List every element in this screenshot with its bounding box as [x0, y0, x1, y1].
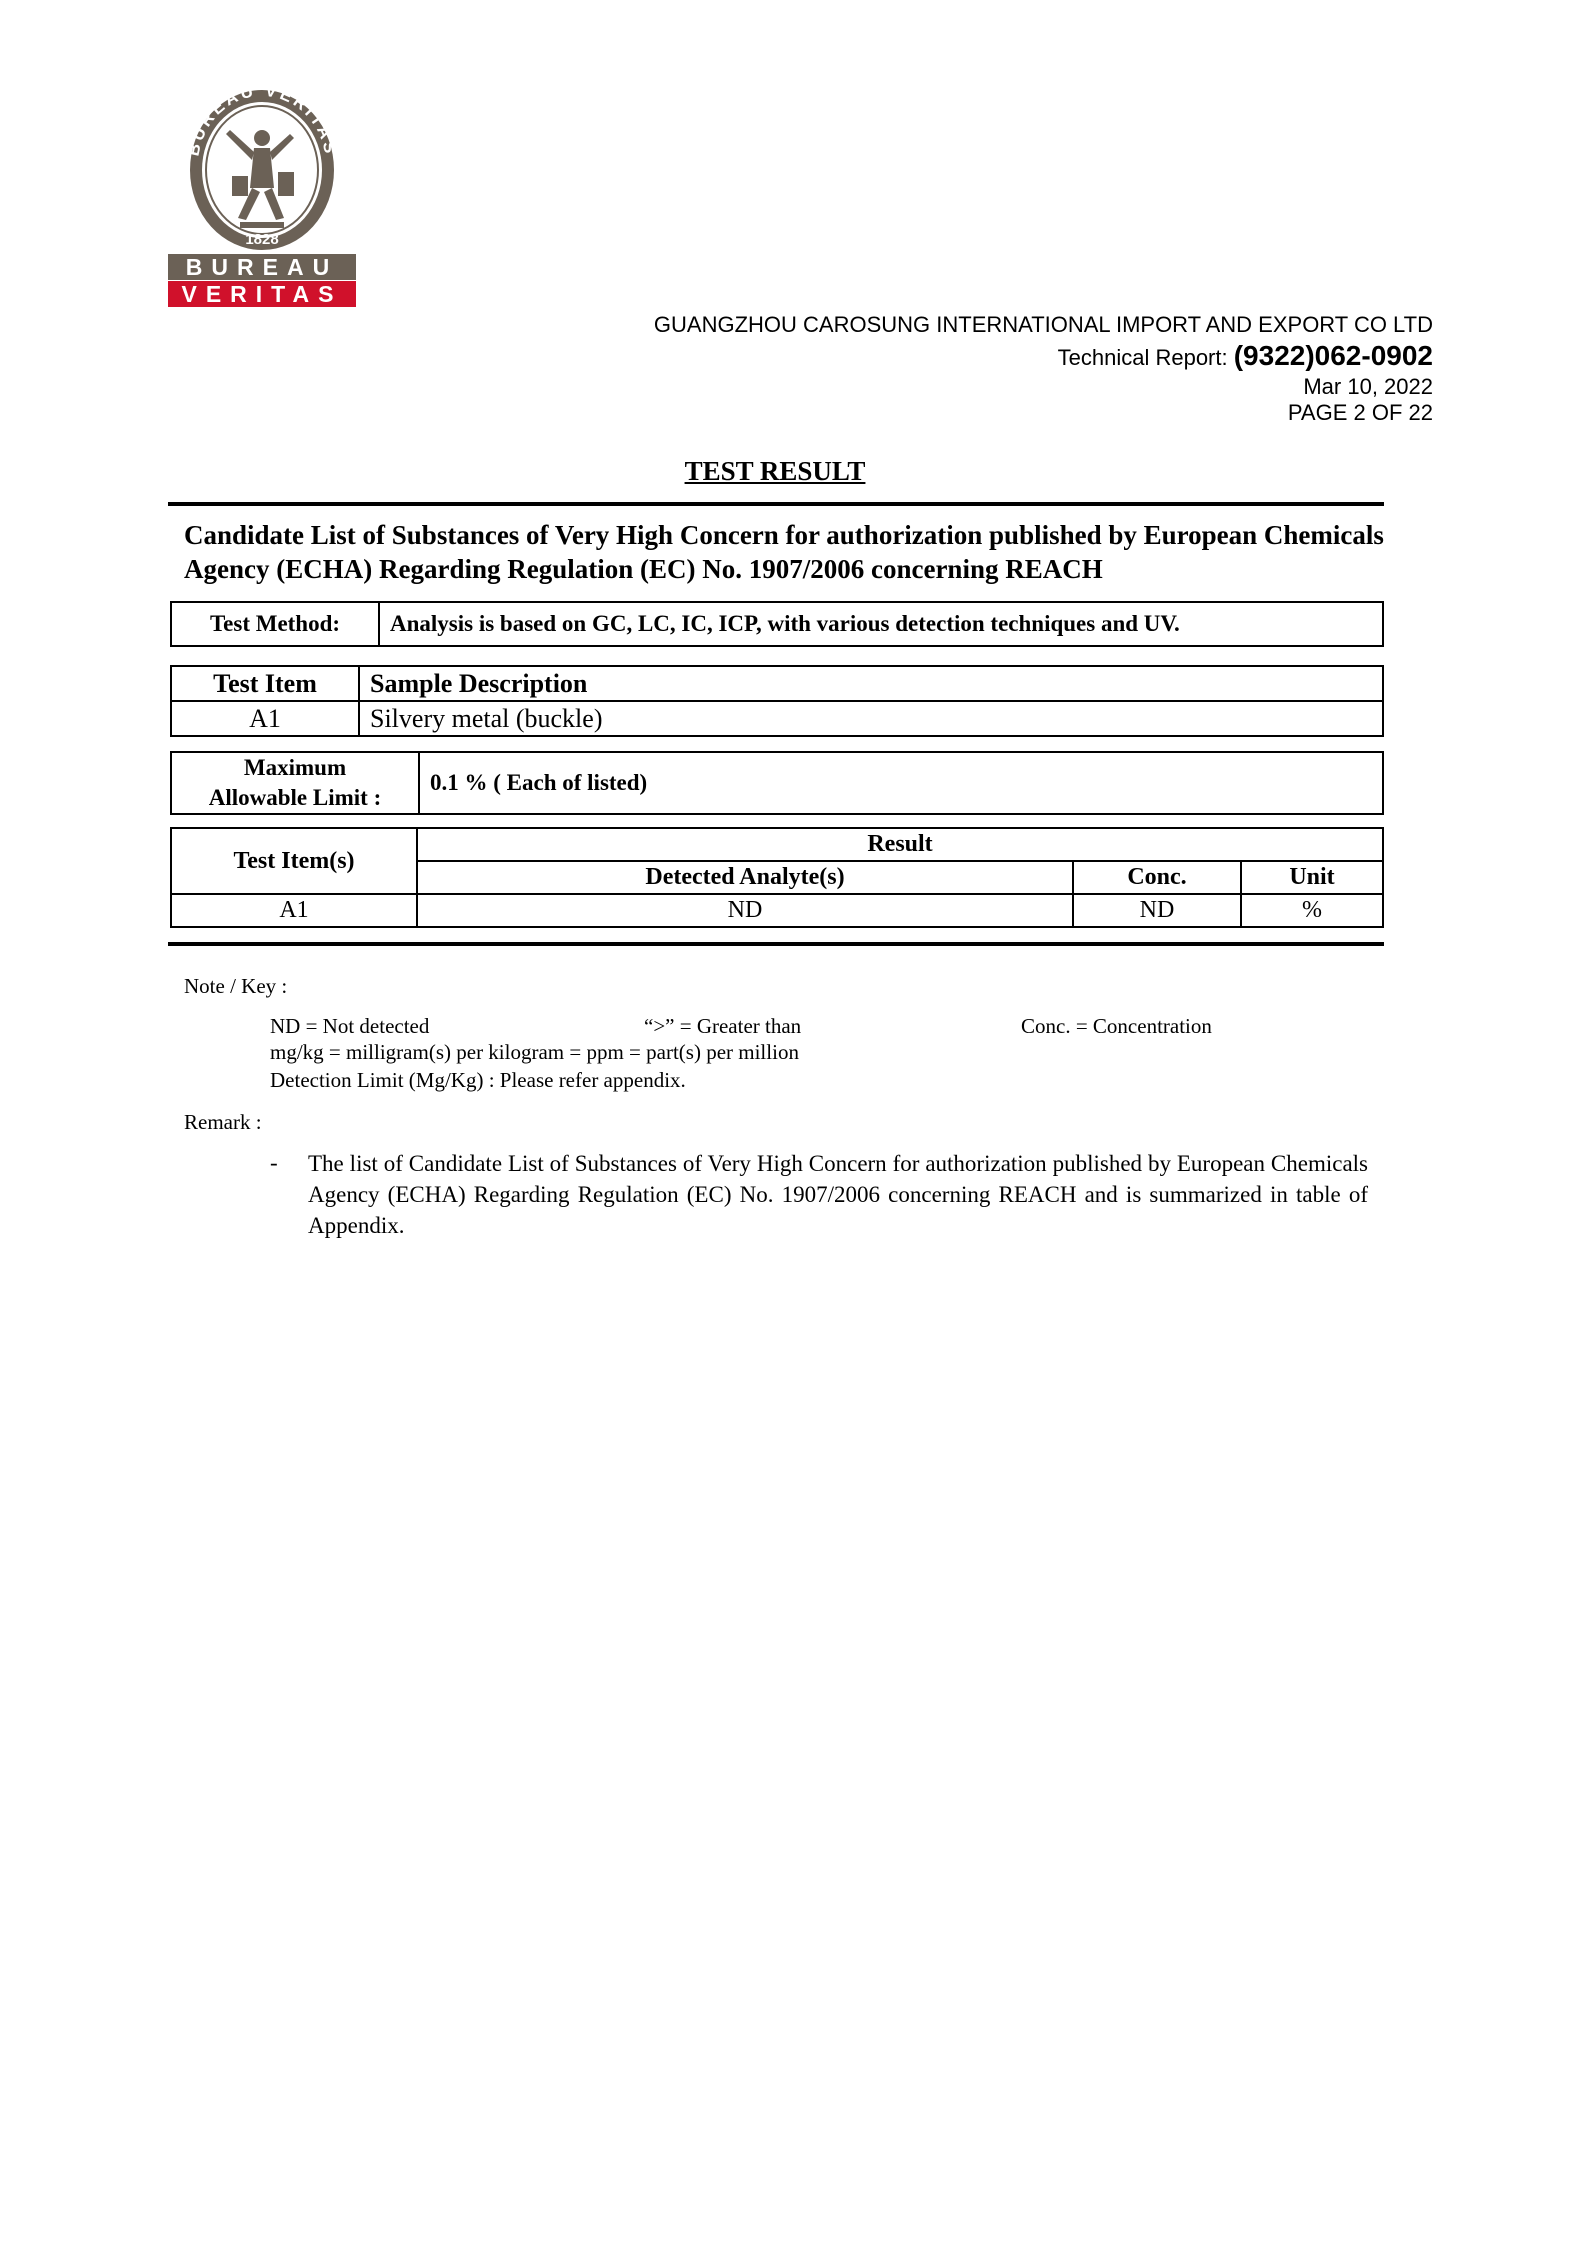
cell-test-item: A1 [171, 701, 359, 736]
limit-table [170, 751, 1384, 815]
test-method-label: Test Method: [171, 602, 379, 646]
logo-veritas-bar: VERITAS [168, 281, 356, 307]
note-detection-limit: Detection Limit (Mg/Kg) : Please refer appendix. [270, 1068, 686, 1092]
header-test-item: Test Item [171, 666, 359, 701]
header-unit: Unit [1241, 861, 1383, 894]
cell-detected-analyte: ND [417, 894, 1073, 927]
header-sample-description: Sample Description [359, 666, 1383, 701]
page-title: TEST RESULT [684, 456, 866, 486]
test-method-table [170, 601, 1384, 647]
divider-top [168, 502, 1384, 506]
note-key-title: Note / Key : [184, 974, 288, 998]
report-label: Technical Report: [1057, 345, 1234, 370]
bureau-veritas-logo [168, 78, 356, 310]
remark-bullet: - [270, 1150, 278, 1175]
limit-label [171, 752, 419, 814]
logo-ring-label: BUREAU VERITAS [183, 80, 341, 158]
limit-value: 0.1 % ( Each of listed) [419, 752, 1383, 814]
sample-table [170, 665, 1384, 737]
header-result: Result [417, 828, 1383, 861]
logo-bureau-bar: BUREAU [168, 254, 356, 280]
cell-sample-description: Silvery metal (buckle) [359, 701, 1383, 736]
header-test-items: Test Item(s) [171, 828, 417, 894]
header-conc: Conc. [1073, 861, 1241, 894]
table-row [171, 894, 1383, 927]
table-row [171, 701, 1383, 736]
test-method-value: Analysis is based on GC, LC, IC, ICP, with various detection techniques and UV. [379, 602, 1383, 646]
company-name: GUANGZHOU CAROSUNG INTERNATIONAL IMPORT AND EXPORT CO LTD [653, 312, 1433, 337]
logo-year: 1828 [245, 231, 279, 248]
note-nd: ND = Not detected [270, 1014, 430, 1038]
table-header-row [171, 828, 1383, 861]
header-detected-analyte: Detected Analyte(s) [417, 861, 1073, 894]
svg-text:BUREAU VERITAS [184, 81, 341, 158]
result-table [170, 827, 1384, 928]
divider-bottom [168, 942, 1384, 946]
note-greater-than: “>” = Greater than [644, 1014, 802, 1038]
cell-unit: % [1241, 894, 1383, 927]
report-line [1058, 340, 1433, 372]
cell-test-item: A1 [171, 894, 417, 927]
limit-label-line2: Allowable Limit : [208, 785, 382, 810]
remark-text: The list of Candidate List of Substances of Very High Concern for authorization published by European Chemicals Agency (ECHA) Regarding Regulation (EC) No. 1907/2006 concerning REACH and is summarized in table of Appendix. [308, 1151, 1368, 1238]
report-date: Mar 10, 2022 [1303, 374, 1433, 399]
note-conc: Conc. = Concentration [1021, 1014, 1212, 1038]
cell-conc: ND [1073, 894, 1241, 927]
note-mgkg: mg/kg = milligram(s) per kilogram = ppm = part(s) per million [270, 1040, 799, 1064]
page-number: PAGE 2 OF 22 [1287, 400, 1433, 425]
limit-label-line1: Maximum [243, 755, 347, 780]
report-number: (9322)062-0902 [1233, 340, 1433, 371]
remark-title: Remark : [184, 1110, 262, 1134]
section-title: Candidate List of Substances of Very High Concern for authorization published by European Chemicals Agency (ECHA) Regarding Regulation (EC) No. 1907/2006 concerning REACH [184, 520, 1384, 584]
logo-ring-text [168, 78, 356, 254]
table-header-row [171, 666, 1383, 701]
